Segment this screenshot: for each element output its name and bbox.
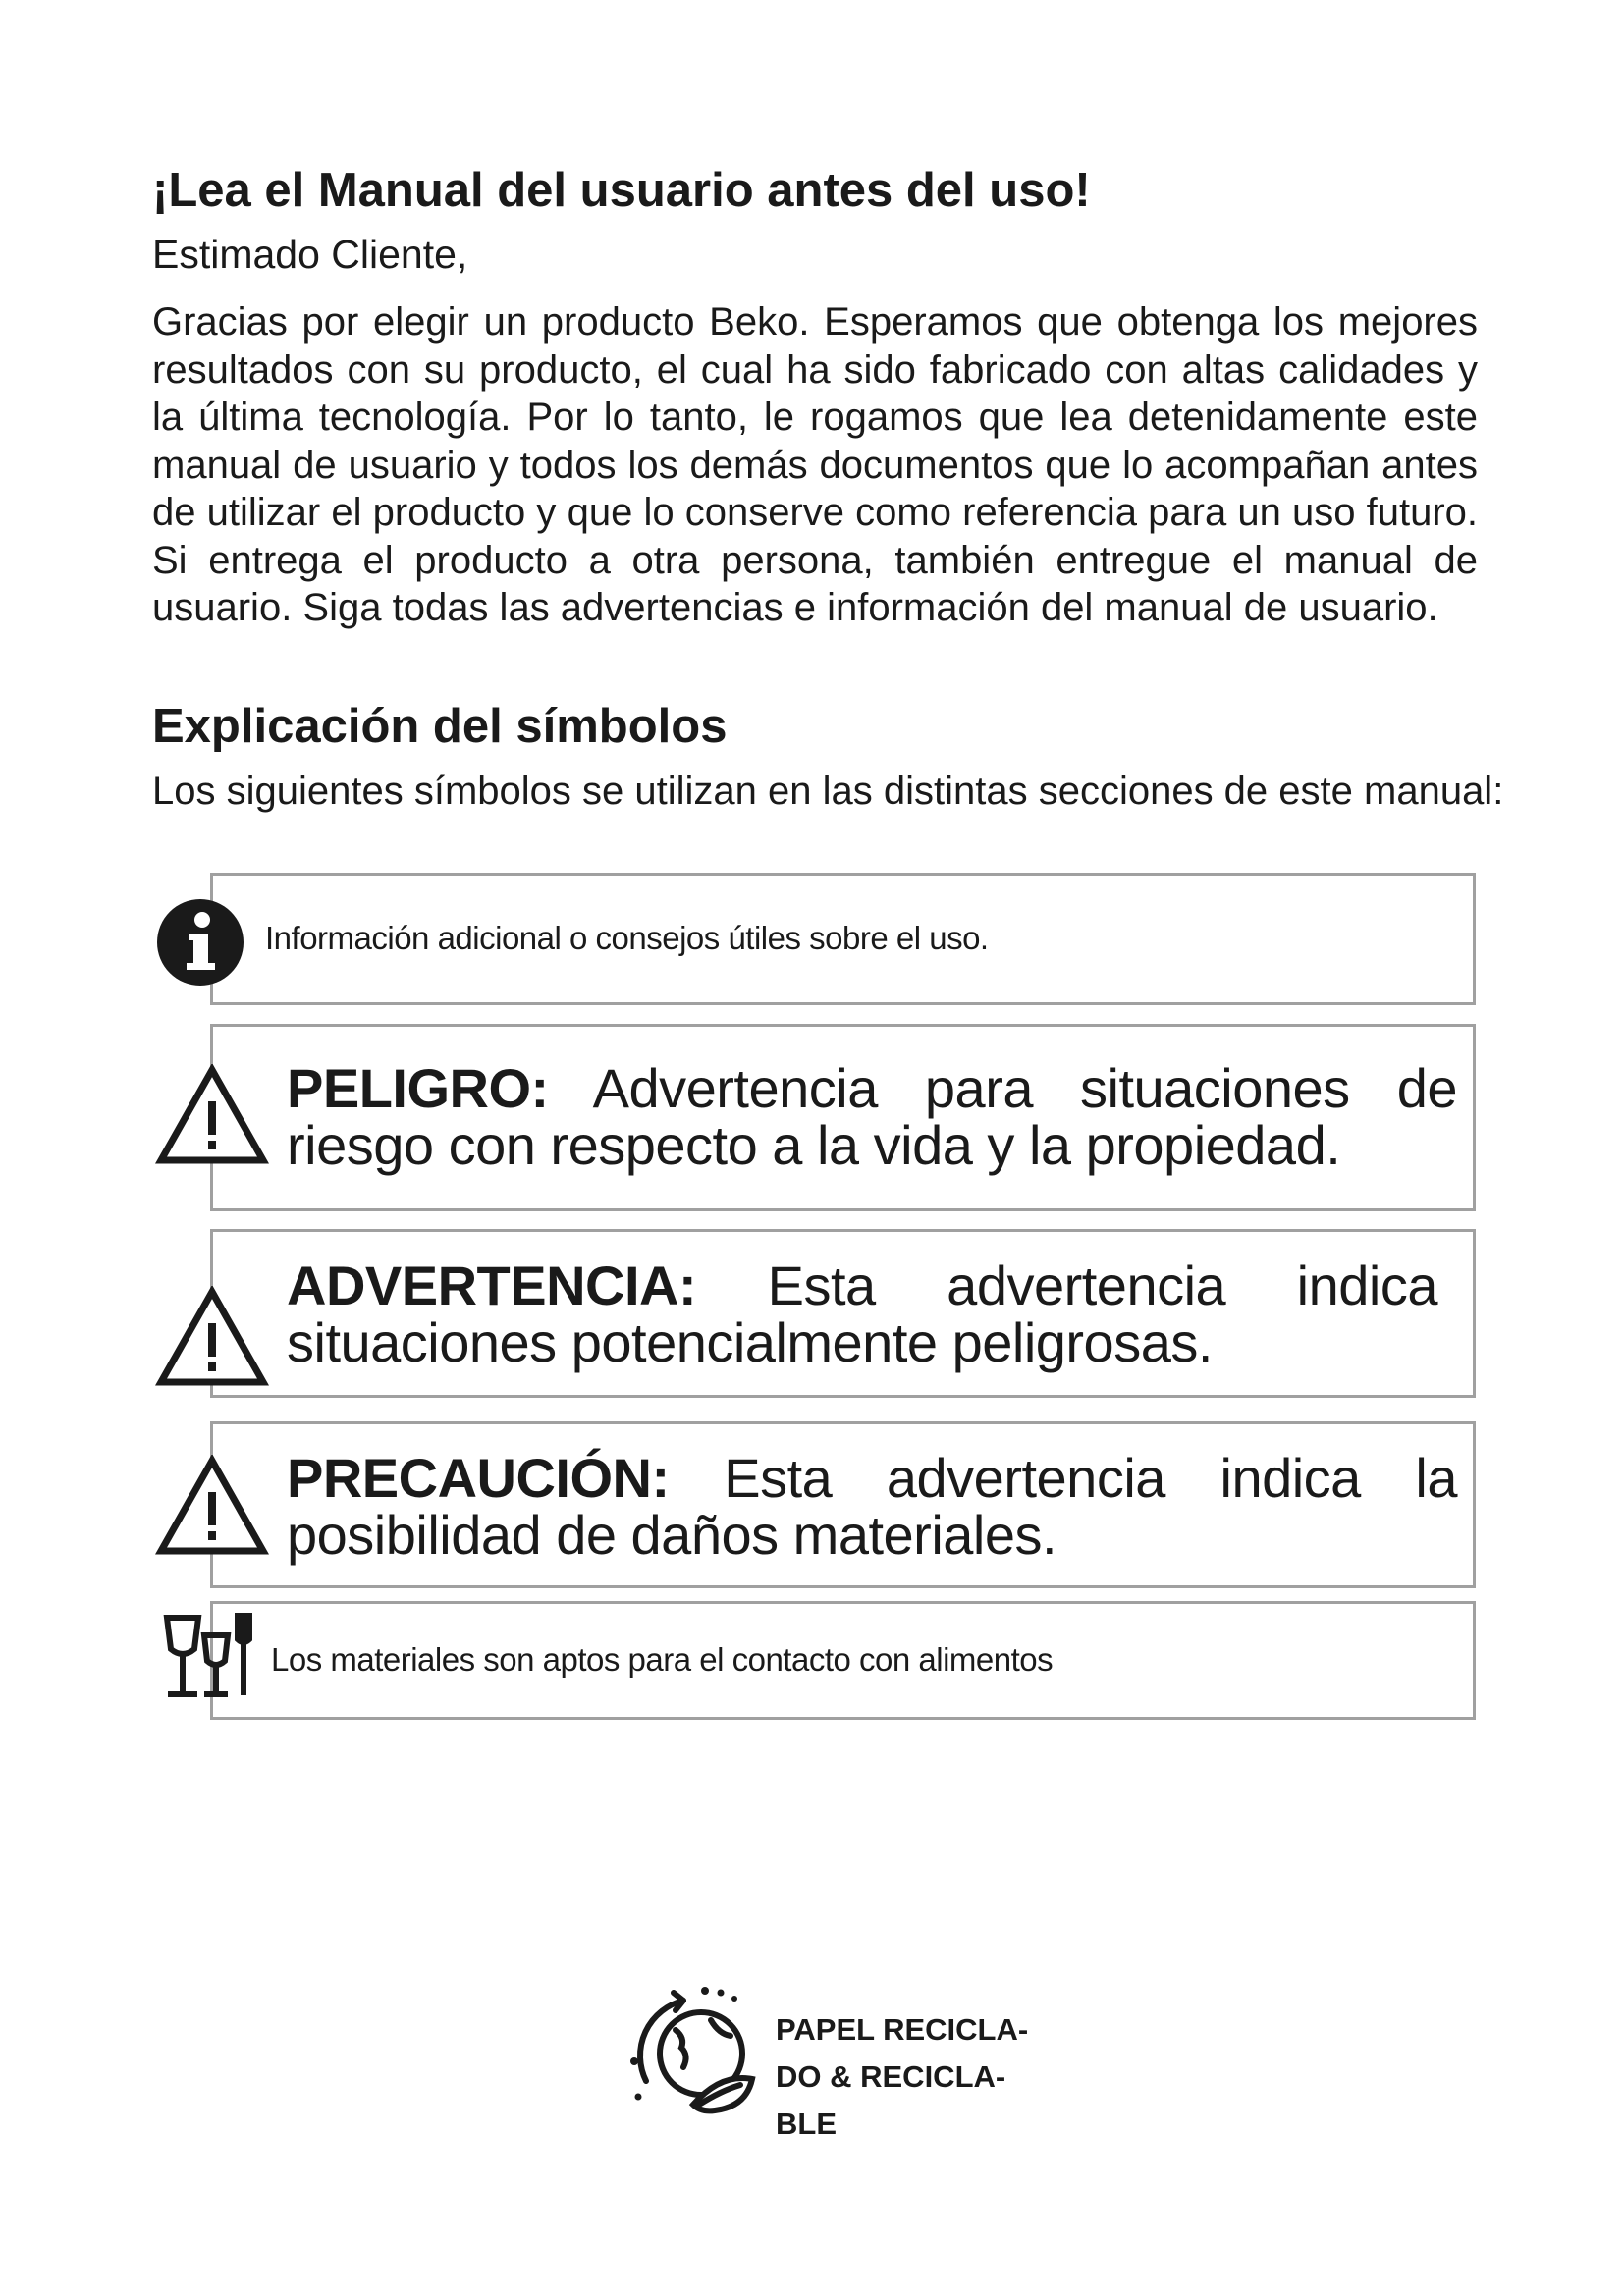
recycled-globe-leaf-icon [624,1983,768,2126]
food-contact-icon [159,1610,261,1704]
symbols-intro: Los siguientes símbolos se utilizan en las distintas secciones de este manual: [152,770,1504,813]
recycle-line: PAPEL RECICLA- [776,2012,1029,2047]
warning-triangle-icon [155,1284,269,1390]
food-text: Los materiales son aptos para el contacto con alimentos [271,1641,1054,1678]
warning-text [287,1257,1437,1371]
recycle-line: DO & RECICLA- [776,2059,1006,2094]
warning-label: ADVERTENCIA: [287,1255,697,1316]
info-icon [155,897,245,988]
warning-description: Esta advertencia indica situaciones potencialmente peligrosas. [287,1255,1437,1373]
info-text: Información adicional o consejos útiles sobre el uso. [265,920,989,956]
danger-text [287,1057,1458,1176]
page-title: ¡Lea el Manual del usuario antes del uso! [152,164,1091,217]
intro-paragraph: Gracias por elegir un producto Beko. Esperamos que obtenga los mejores resultados con su producto, el cual ha sido fabricado con altas calidades y la última tecnología. Por lo tanto, le rogamos que lea detenidamente este manual de usuario y todos los demás documentos que lo acompañan antes de utilizar el producto y que lo conserve como referencia para un uso futuro. Si entrega el producto a otra persona, también entregue el manual de usuario. Siga todas las advertencias e información del manual de usuario. [152,300,1478,629]
recycle-line: BLE [776,2107,837,2141]
greeting: Estimado Cliente, [152,232,468,277]
warning-triangle-icon [155,1062,269,1168]
caution-label: PRECAUCIÓN: [287,1447,670,1509]
symbols-heading: Explicación del símbolos [152,700,728,753]
recycle-label [776,2006,1028,2148]
danger-description: Advertencia para situaciones de riesgo con respecto a la vida y la propiedad. [287,1057,1458,1176]
danger-label: PELIGRO: [287,1057,549,1119]
warning-triangle-icon [155,1453,269,1559]
caution-description: Esta advertencia indica la posibilidad de daños materiales. [287,1447,1457,1566]
caution-text [287,1447,1457,1566]
